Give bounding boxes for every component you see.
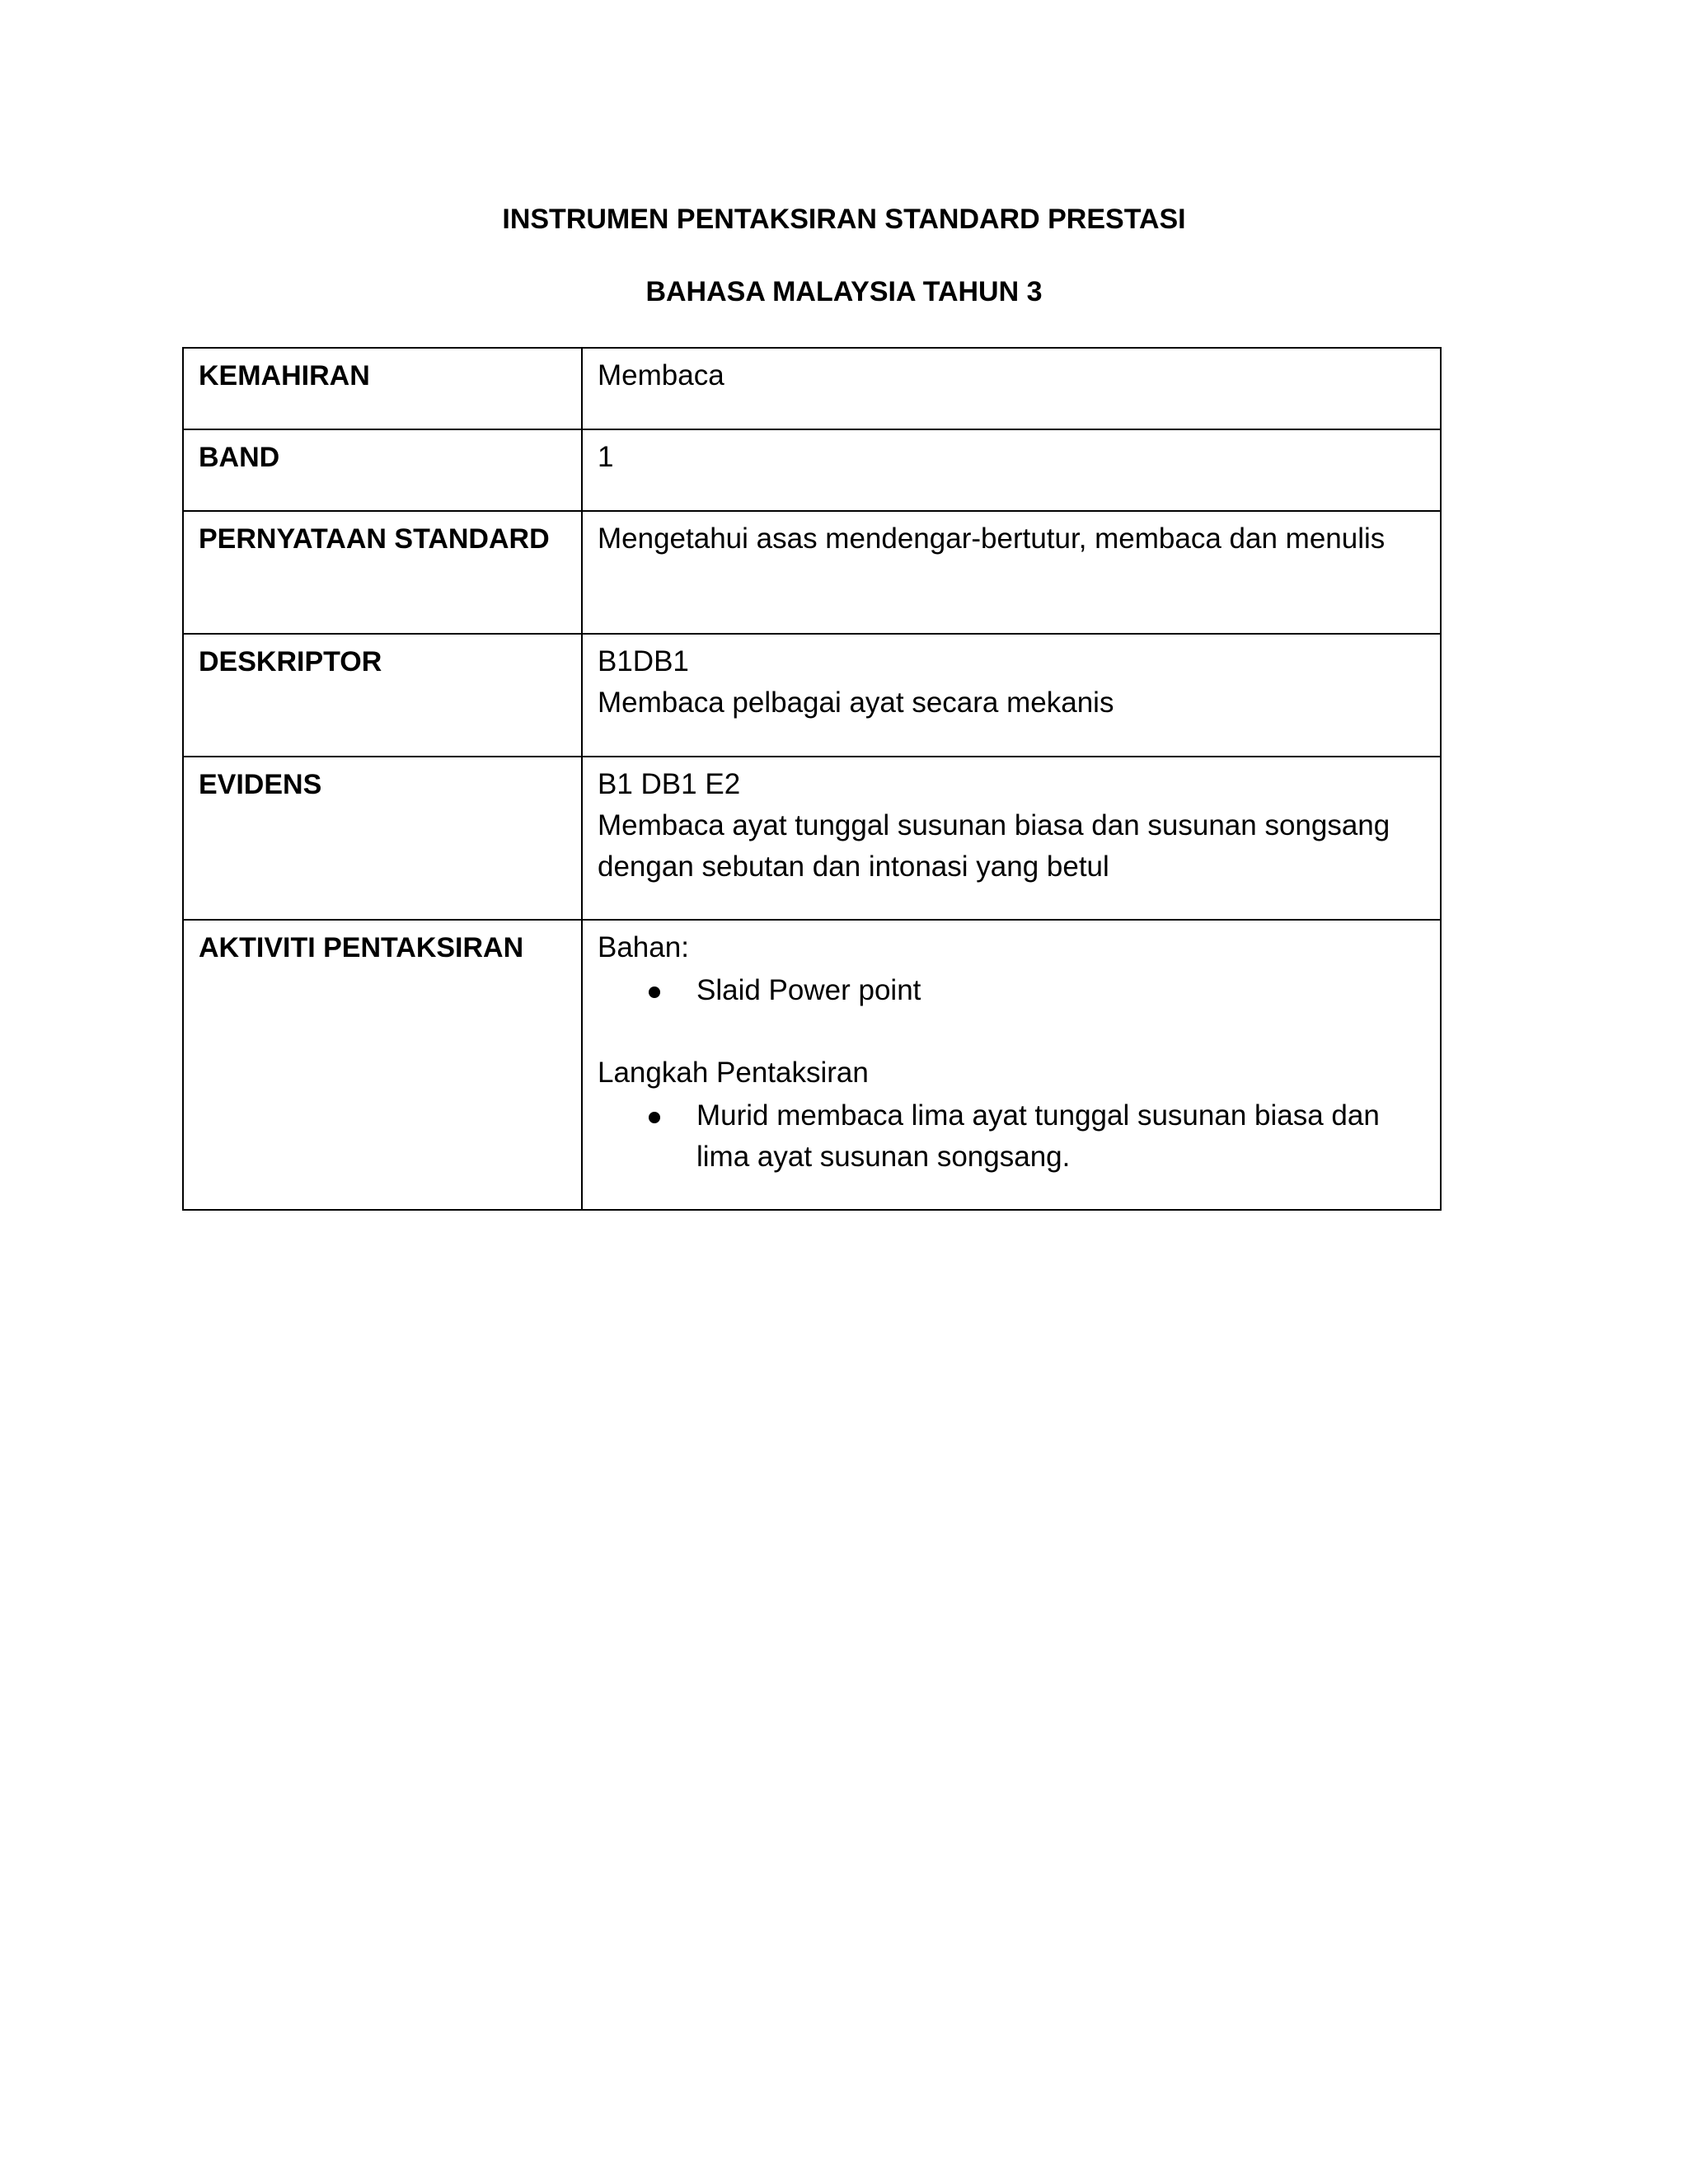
kemahiran-value: Membaca — [582, 348, 1441, 429]
kemahiran-label: KEMAHIRAN — [183, 348, 582, 429]
deskriptor-value: Membaca pelbagai ayat secara mekanis — [598, 687, 1114, 719]
list-item — [696, 1095, 1425, 1178]
spacer — [598, 1011, 1425, 1052]
bullet-icon — [649, 1112, 660, 1123]
bahan-list — [598, 970, 1425, 1011]
table-row-kemahiran — [183, 348, 1441, 429]
table-row-evidens — [183, 757, 1441, 920]
evidens-value: Membaca ayat tunggal susunan biasa dan susunan songsang dengan sebutan dan intonasi yang betul — [598, 809, 1390, 883]
aktiviti-pentaksiran-cell — [582, 920, 1441, 1210]
evidens-cell — [582, 757, 1441, 920]
evidens-code: B1 DB1 E2 — [598, 768, 741, 800]
table-row-band — [183, 429, 1441, 511]
table-row-pernyataan-standard — [183, 511, 1441, 634]
deskriptor-label: DESKRIPTOR — [183, 634, 582, 757]
deskriptor-code: B1DB1 — [598, 645, 689, 677]
band-value: 1 — [582, 429, 1441, 511]
bullet-icon — [649, 987, 660, 998]
bahan-heading: Bahan: — [598, 931, 689, 963]
langkah-item-text: Murid membaca lima ayat tunggal susunan biasa dan lima ayat susunan songsang. — [696, 1099, 1380, 1173]
document-title: INSTRUMEN PENTAKSIRAN STANDARD PRESTASI — [502, 204, 1186, 235]
assessment-table — [182, 347, 1442, 1211]
pernyataan-standard-label: PERNYATAAN STANDARD — [183, 511, 582, 634]
langkah-heading: Langkah Pentaksiran — [598, 1057, 869, 1089]
list-item — [696, 970, 1425, 1011]
langkah-list — [598, 1095, 1425, 1178]
document-subtitle: BAHASA MALAYSIA TAHUN 3 — [645, 276, 1043, 307]
evidens-label: EVIDENS — [183, 757, 582, 920]
aktiviti-pentaksiran-label: AKTIVITI PENTAKSIRAN — [183, 920, 582, 1210]
table-row-aktiviti-pentaksiran — [183, 920, 1441, 1210]
table-row-deskriptor — [183, 634, 1441, 757]
pernyataan-standard-value: Mengetahui asas mendengar-bertutur, membaca dan menulis — [582, 511, 1441, 634]
bahan-item-text: Slaid Power point — [696, 974, 921, 1006]
band-label: BAND — [183, 429, 582, 511]
deskriptor-cell — [582, 634, 1441, 757]
